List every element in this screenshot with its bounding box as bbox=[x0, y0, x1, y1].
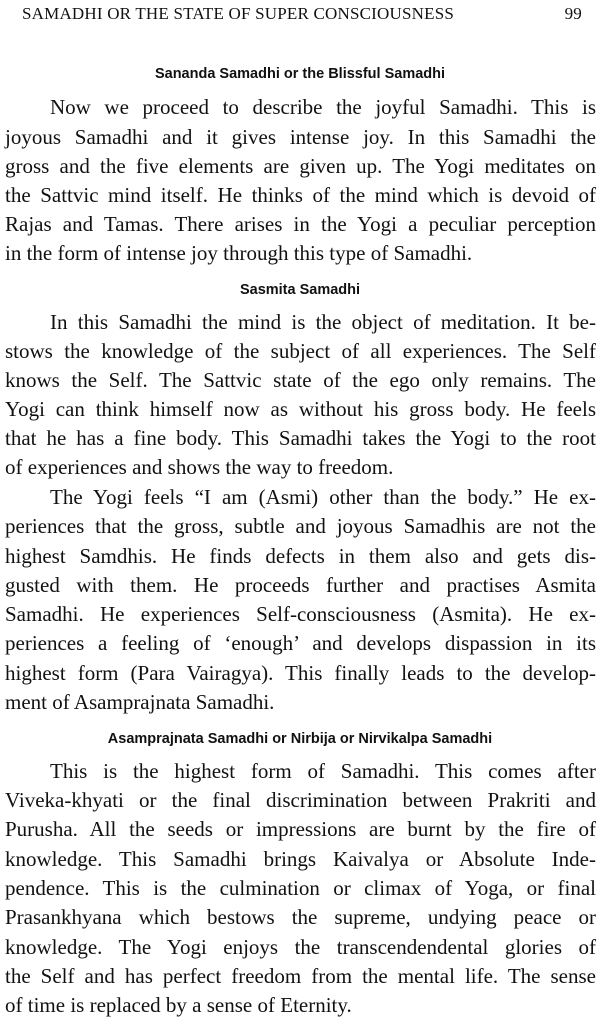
text-line: Yogi can think himself now as without his gross body. He feels bbox=[5, 397, 596, 421]
page-number: 99 bbox=[564, 4, 582, 23]
text-line: periences that the gross, subtle and joyous Samadhis are not the bbox=[5, 514, 596, 538]
running-header bbox=[22, 3, 582, 25]
text-line: of time is replaced by a sense of Eternity. bbox=[5, 993, 352, 1017]
text-line: of experiences and shows the way to freedom. bbox=[5, 455, 394, 479]
text-line: joyous Samadhi and it gives intense joy. In this Samadhi the bbox=[5, 125, 596, 149]
section-heading: Asamprajnata Samadhi or Nirbija or Nirvikalpa Samadhi bbox=[107, 731, 493, 747]
text-line: knowledge. This Samadhi brings Kaivalya or Absolute Inde- bbox=[5, 847, 596, 871]
text-line: Rajas and Tamas. There arises in the Yogi a peculiar perception bbox=[5, 212, 596, 236]
text-line: knows the Self. The Sattvic state of the ego only remains. The bbox=[5, 368, 596, 392]
text-line: gross and the five elements are given up. The Yogi meditates on bbox=[5, 154, 596, 178]
text-line: ment of Asamprajnata Samadhi. bbox=[5, 690, 275, 714]
text-line: In this Samadhi the mind is the object of meditation. It be- bbox=[50, 310, 596, 334]
text-line: the Sattvic mind itself. He thinks of the mind which is devoid of bbox=[5, 183, 596, 207]
text-line: Viveka-khyati or the final discrimination between Prakriti and bbox=[5, 788, 596, 812]
text-line: This is the highest form of Samadhi. This comes after bbox=[50, 759, 596, 783]
section-heading: Sananda Samadhi or the Blissful Samadhi bbox=[154, 66, 446, 82]
text-line: periences a feeling of ‘enough’ and develops dispassion in its bbox=[5, 631, 596, 655]
text-line: knowledge. The Yogi enjoys the transcendendental glories of bbox=[5, 935, 596, 959]
text-line: Now we proceed to describe the joyful Samadhi. This is bbox=[50, 95, 596, 119]
text-line: gusted with them. He proceeds further and practises Asmita bbox=[5, 573, 596, 597]
text-line: Purusha. All the seeds or impressions are burnt by the fire of bbox=[5, 817, 596, 841]
section-heading: Sasmita Samadhi bbox=[239, 282, 361, 298]
text-line: stows the knowledge of the subject of all experiences. The Self bbox=[5, 339, 596, 363]
text-line: in the form of intense joy through this type of Samadhi. bbox=[5, 241, 473, 265]
text-line: The Yogi feels “I am (Asmi) other than the body.” He ex- bbox=[50, 485, 596, 509]
text-line: highest form (Para Vairagya). This finally leads to the develop- bbox=[5, 661, 596, 685]
text-line: that he has a fine body. This Samadhi takes the Yogi to the root bbox=[5, 426, 596, 450]
text-line: the Self and has perfect freedom from the mental life. The sense bbox=[5, 964, 596, 988]
text-line: Samadhi. He experiences Self-consciousness (Asmita). He ex- bbox=[5, 602, 596, 626]
text-line: pendence. This is the culmination or climax of Yoga, or final bbox=[5, 876, 596, 900]
text-line: highest Samdhis. He finds defects in them also and gets dis- bbox=[5, 544, 596, 568]
running-title: SAMADHI OR THE STATE OF SUPER CONSCIOUSNESS bbox=[22, 4, 454, 23]
text-line: Prasankhyana which bestows the supreme, undying peace or bbox=[5, 905, 596, 929]
